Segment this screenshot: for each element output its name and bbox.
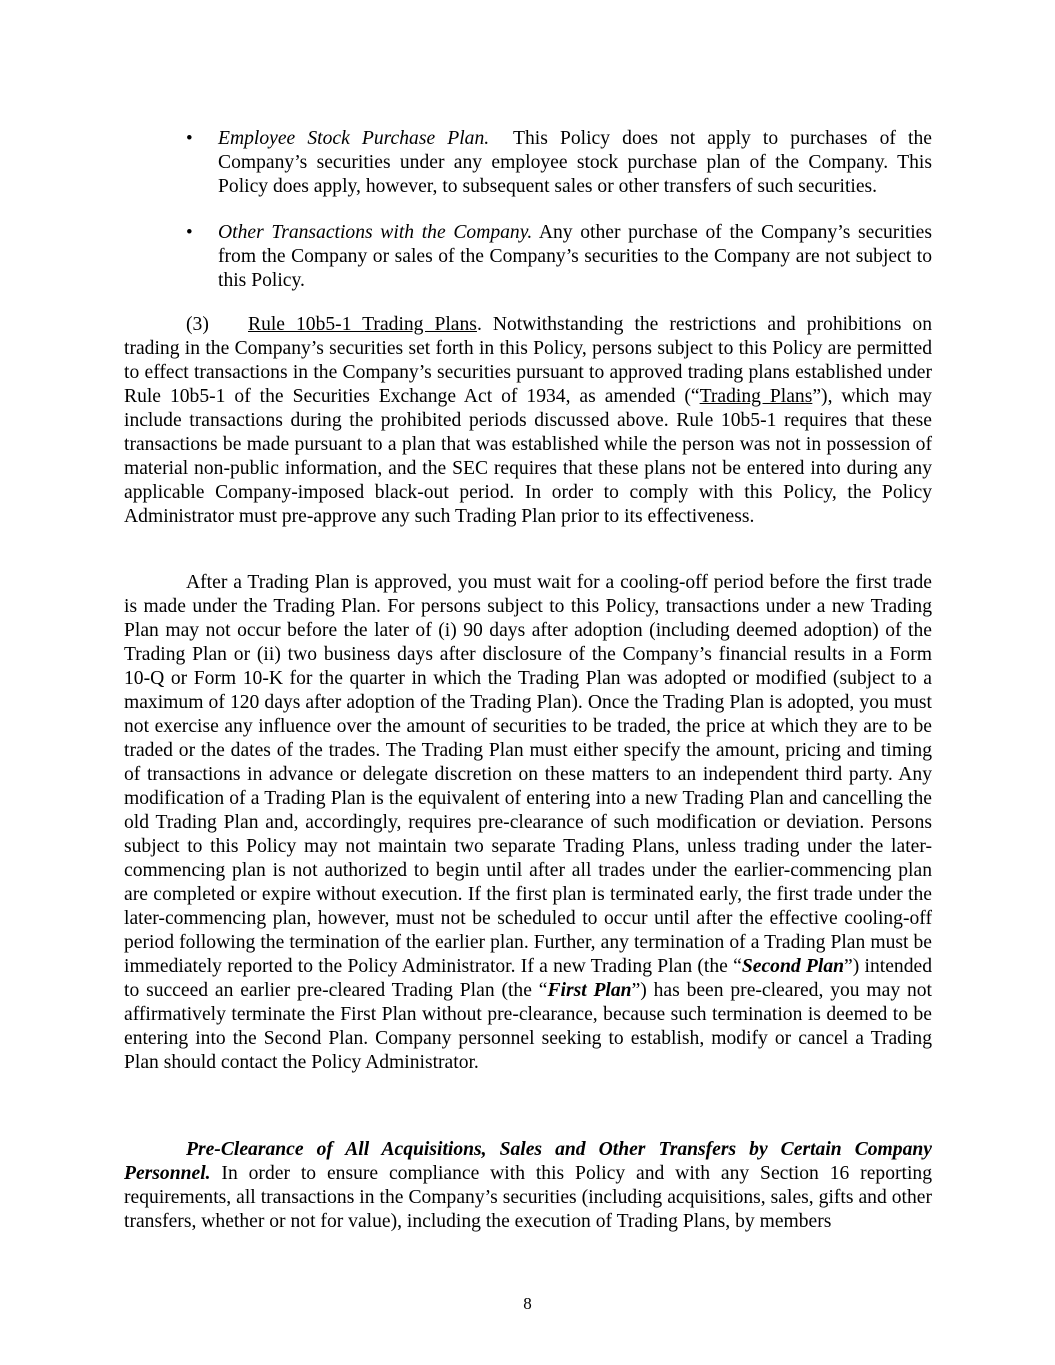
bullet-text: Any other purchase of the Company’s securities from the Company or sales of the Company’s securities to the Company are not subject to this Policy. <box>218 222 932 291</box>
bullet-text: This Policy does not apply to purchases of the Company’s securities under any employee stock purchase plan of the Company. This Policy does apply, however, to subsequent sales or other transfers of such securities. <box>218 128 932 197</box>
section-3-text-part1: . Notwithstanding the restrictions and prohibitions on trading in the Company’s securities set forth in this Policy, persons subject to this Policy are permitted to effect transactions in the Company’s securities pursuant to approved trading plans established under Rule 10b5-1 of the Securities Exchange Act of 1934, as amended (“ <box>124 314 932 407</box>
section-rule-10b5-1 <box>124 313 932 529</box>
bullet-other-transactions <box>218 221 932 293</box>
section-3-text-part2: ”), which may include transactions during the prohibited periods discussed above. Rule 10b5-1 requires that these transactions be made pursuant to a plan that was established while the person was not in possession of material non-public information, and the SEC requires that these plans not be entered into during any applicable Company-imposed black-out period. In order to comply with this Policy, the Policy Administrator must pre-approve any such Trading Plan prior to its effectiveness. <box>124 386 932 527</box>
bullet-employee-stock-purchase-plan <box>218 127 932 199</box>
section-heading: Rule 10b5-1 Trading Plans <box>248 314 477 335</box>
bullet-title: Employee Stock Purchase Plan. <box>218 128 490 149</box>
defined-term-second-plan: Second Plan <box>741 956 845 977</box>
preclearance-text: In order to ensure compliance with this Policy and with any Section 16 reporting requirements, all transactions in the Company’s securities (including acquisitions, sales, gifts and other transfers, whether or not for value), including the execution of Trading Plans, by members <box>124 1163 932 1232</box>
bullet-icon: • <box>186 128 193 149</box>
preclearance-heading: Pre-Clearance of All Acquisitions, Sales and Other Transfers by Certain Company Personnel. <box>124 1139 932 1184</box>
bullet-title: Other Transactions with the Company. <box>218 222 533 243</box>
defined-term-trading-plans: Trading Plans <box>699 386 813 407</box>
preclearance-paragraph <box>124 1138 932 1234</box>
cooling-off-text-part1: After a Trading Plan is approved, you must wait for a cooling-off period before the first trade is made under the Trading Plan. For persons subject to this Policy, transactions under a new Trading Plan may not occur before the later of (i) 90 days after adoption (including deemed adoption) of the Trading Plan or (ii) two business days after disclosure of the Company’s financial results in a Form 10-Q or Form 10-K for the quarter in which the Trading Plan was adopted or modified (subject to a maximum of 120 days after adoption of the Trading Plan). Once the Trading Plan is adopted, you must not exercise any influence over the amount of securities to be traded, the price at which they are to be traded or the dates of the trades. The Trading Plan must either specify the amount, pricing and timing of transactions in advance or delegate discretion on these matters to an independent third party. Any modification of a Trading Plan is the equivalent of entering into a new Trading Plan and cancelling the old Trading Plan and, accordingly, requires pre-clearance of such modification or deviation. Persons subject to this Policy may not maintain two separate Trading Plans, unless trading under the later-commencing plan is not authorized to begin until after all trades under the earlier-commencing plan are completed or expire without execution. If the first plan is terminated early, the first trade under the later-commencing plan, however, must not be scheduled to occur until after the effective cooling-off period following the termination of the earlier plan. Further, any termination of a Trading Plan must be immediately reported to the Policy Administrator. If a new Trading Plan (the “ <box>124 572 932 977</box>
page-number: 8 <box>523 1294 532 1313</box>
preclearance-section <box>124 1138 932 1234</box>
cooling-off-paragraph <box>124 571 932 1075</box>
cooling-off-text-part3: ”) has been pre-cleared, you may not affirmatively terminate the First Plan without pre-clearance, because such termination is deemed to be entering into the Second Plan. Company personnel seeking to establish, modify or cancel a Trading Plan should contact the Policy Administrator. <box>124 980 933 1073</box>
section-3-paragraph <box>124 313 932 529</box>
section-number: (3) <box>186 314 209 335</box>
bullet-icon: • <box>186 222 193 243</box>
cooling-off-section <box>124 571 932 1075</box>
defined-term-first-plan: First Plan <box>547 980 632 1001</box>
cooling-off-text-part2: ”) intended to succeed an earlier pre-cleared Trading Plan (the “ <box>124 956 933 1001</box>
